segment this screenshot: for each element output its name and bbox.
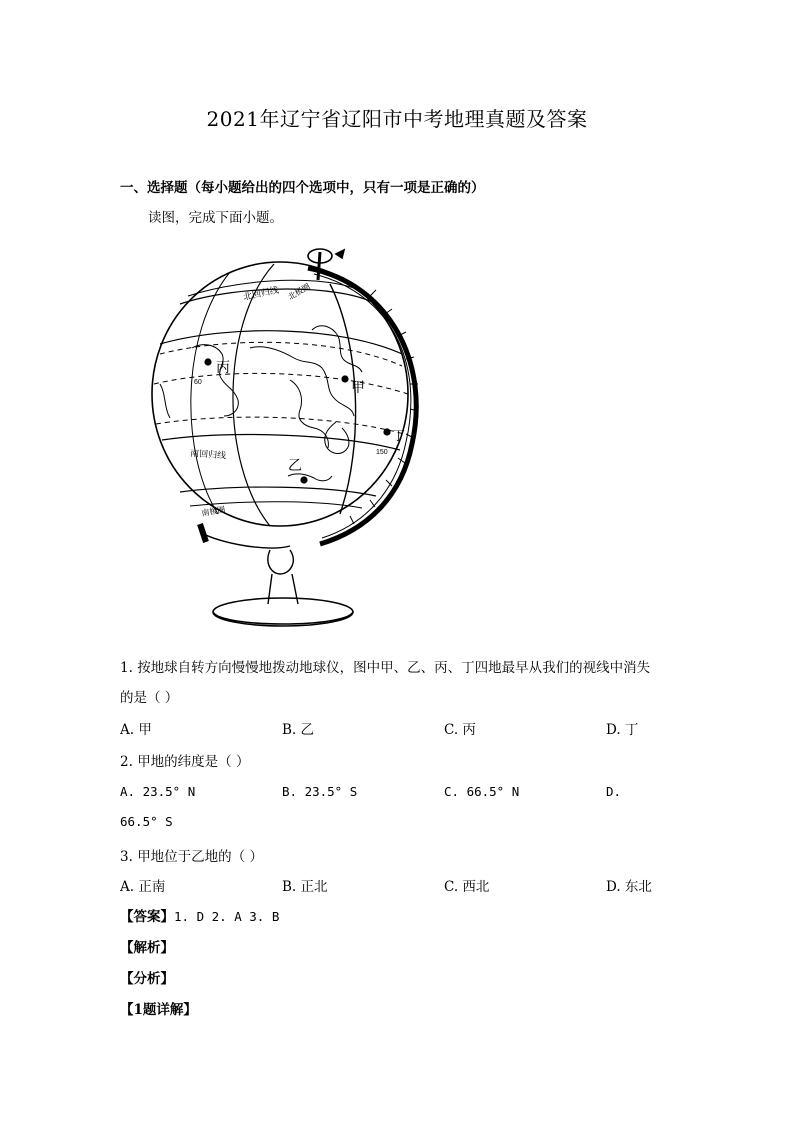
q1-option-a[interactable]: A. 甲 [120,722,152,738]
q2-option-a[interactable]: A. 23.5° N [120,784,196,799]
question-1-line1 [120,656,650,676]
q2-option-d[interactable]: D. [606,784,622,799]
answer-text: 1. D 2. A 3. B [174,909,280,924]
analysis-label: 【解析】 [120,940,174,956]
q2-option-b[interactable]: B. 23.5° S [282,784,358,799]
question-1-number: 1. [120,660,133,676]
point-yi [300,476,307,483]
label-tropic-north: 北回归线 [242,284,280,302]
section-heading: 一、选择题（每小题给出的四个选项中，只有一项是正确的） [120,180,485,196]
page-title: 2021年辽宁省辽阳市中考地理真题及答案 [206,107,588,131]
tick-150: 150 [376,449,388,456]
point-ding [383,428,390,435]
tick-60: 60 [194,379,202,386]
q1-option-b[interactable]: B. 乙 [282,722,315,738]
fenxi-label: 【分析】 [120,971,174,987]
meridian-ring [308,268,416,544]
label-tropic-south: 南回归线 [189,448,227,461]
label-jia: 甲 [351,379,365,395]
question-3-line1 [120,845,263,865]
q2-option-d-value: 66.5° S [120,814,173,829]
point-jia [341,375,348,382]
answer-line [120,905,279,925]
q3-option-c[interactable]: C. 西北 [444,879,490,895]
detail-label: 【1题详解】 [120,1002,197,1018]
question-1-line2: 的是（ ） [120,690,179,706]
answer-label: 【答案】 [120,909,174,925]
q3-option-a[interactable]: A. 正南 [120,879,166,895]
question-1-text: 按地球自转方向慢慢地拨动地球仪，图中甲、乙、丙、丁四地最早从我们的视线中消失 [137,660,651,676]
globe-figure [140,244,440,640]
q3-option-d[interactable]: D. 东北 [606,879,652,895]
label-north-pole: 北极圈 [286,281,312,302]
intro-text: 读图，完成下面小题。 [148,210,283,226]
q1-option-d[interactable]: D. 丁 [606,722,639,738]
question-3-text: 甲地位于乙地的（ ） [137,849,263,865]
question-2-line1 [120,750,249,770]
q2-option-c[interactable]: C. 66.5° N [444,784,520,799]
question-3-number: 3. [120,849,133,865]
q3-option-b[interactable]: B. 正北 [282,879,328,895]
label-south-pole: 南极圈 [200,504,226,518]
rotation-arrow-icon [336,250,344,258]
question-2-number: 2. [120,754,133,770]
point-bing [204,358,211,365]
question-2-text: 甲地的纬度是（ ） [137,754,250,770]
label-yi: 乙 [288,457,302,473]
label-bing: 丙 [216,359,230,375]
q1-option-c[interactable]: C. 丙 [444,722,476,738]
label-ding: 丁 [392,428,406,443]
